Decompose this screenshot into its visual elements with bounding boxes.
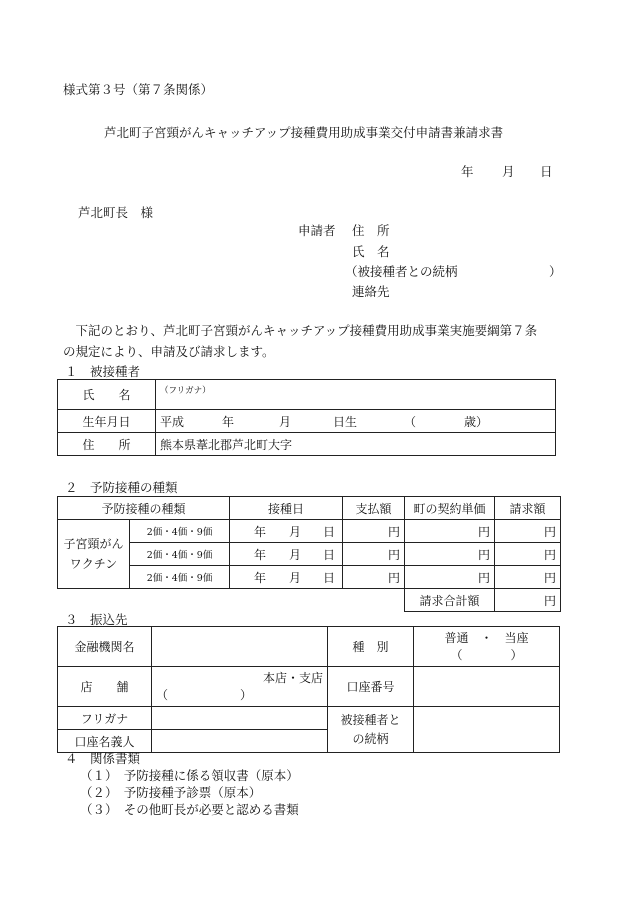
unit-row1[interactable]: 円 [405,520,495,543]
section3-heading: ３ 振込先 [65,612,128,627]
vaccine-valency-row1[interactable]: 2価・4価・9価 [130,520,230,543]
bank-name-label: 金融機関名 [58,627,152,667]
applicant-address-label: 住 所 [352,223,390,238]
date-year-row3: 年 [254,571,267,585]
holder-relation-label-1: 被接種者と [340,712,401,727]
account-holder-cell[interactable] [152,730,328,753]
document-title: 芦北町子宮頸がんキャッチアップ接種費用助成事業交付申請書兼請求書 [104,125,504,140]
vaccine-name-text: 子宮頸がん ワクチン [63,537,124,571]
vaccine-valency-row2[interactable]: 2価・4価・9価 [130,543,230,566]
recipient-name-label: 氏 名 [58,380,156,410]
date-day: 日 [540,164,553,179]
recipient-address-label: 住 所 [58,433,156,456]
applicant-contact-label: 連絡先 [352,284,390,299]
holder-furigana-label: フリガナ [58,707,152,730]
applicant-name-label: 氏 名 [352,244,390,259]
dob-era: 平成 [160,414,185,429]
holder-relation-label [328,707,414,753]
recipient-table [57,379,556,456]
vaccination-table [57,496,561,612]
date-day-row1: 日 [323,525,336,539]
claim-row3[interactable]: 円 [495,566,561,589]
dob-cell[interactable] [156,410,556,433]
form-number: 様式第３号（第７条関係） [63,82,214,97]
account-type-paren: （ ） [450,647,523,662]
date-month-row1: 月 [289,525,302,539]
account-type-cell[interactable] [414,627,560,667]
dob-label: 生年月日 [58,410,156,433]
branch-value: 本店・支店 [262,670,323,685]
branch-cell[interactable] [152,667,328,707]
intro-line-1: 下記のとおり、芦北町子宮頸がんキャッチアップ接種費用助成事業実施要綱第７条 [63,323,538,338]
header-vaccine-type: 予防接種の種類 [58,497,230,520]
dob-month: 月 [279,415,292,429]
date-year-row1: 年 [254,525,267,539]
addressee: 芦北町長 様 [78,205,154,220]
recipient-address-value[interactable]: 熊本県葦北郡芦北町大字 [156,433,556,456]
paid-row1[interactable]: 円 [343,520,405,543]
vaccine-valency-row3[interactable]: 2価・4価・9価 [130,566,230,589]
applicant-label: 申請者 [298,223,336,238]
intro-line-2: の規定により、申請及び請求します。 [63,344,275,359]
branch-label: 店 舗 [58,667,152,707]
applicant-relation-label: （被接種者との続柄 [345,264,458,279]
age-open: （ [404,415,417,429]
claim-row1[interactable]: 円 [495,520,561,543]
branch-paren: （ ） [156,687,253,702]
document-item-3: （３） その他町長が必要と認める書類 [80,802,299,817]
total-label: 請求合計額 [405,589,495,612]
dob-year: 年 [222,415,235,429]
total-spacer [58,589,405,612]
applicant-relation-close: ） [549,264,562,279]
date-day-row2: 日 [323,548,336,562]
unit-row3[interactable]: 円 [405,566,495,589]
document-item-1: （１） 予防接種に係る領収書（原本） [80,768,299,783]
account-holder-label: 口座名義人 [58,730,152,753]
account-type-options: 普通 ・ 当座 [444,630,529,645]
date-cell-row2[interactable] [230,543,343,566]
header-claim: 請求額 [495,497,561,520]
section1-heading: １ 被接種者 [65,364,141,379]
unit-row2[interactable]: 円 [405,543,495,566]
holder-relation-cell[interactable] [414,707,560,753]
claim-row2[interactable]: 円 [495,543,561,566]
holder-relation-label-2: の続柄 [352,731,389,746]
paid-row3[interactable]: 円 [343,566,405,589]
age-close: 歳） [464,415,489,429]
header-paid: 支払額 [343,497,405,520]
header-date: 接種日 [230,497,343,520]
date-cell-row3[interactable] [230,566,343,589]
bank-name-cell[interactable] [152,627,328,667]
total-amount[interactable]: 円 [495,589,561,612]
holder-furigana-cell[interactable] [152,707,328,730]
dob-day: 日生 [333,415,358,429]
document-item-2: （２） 予防接種予診票（原本） [80,785,262,800]
paid-row2[interactable]: 円 [343,543,405,566]
section4-heading: ４ 関係書類 [65,751,141,766]
vaccine-name [58,520,130,589]
furigana-label: （フリガナ） [160,386,211,396]
section2-heading: ２ 予防接種の種類 [65,480,178,495]
recipient-name-cell[interactable] [156,380,556,410]
date-month-row3: 月 [289,571,302,585]
date-year: 年 [461,164,474,179]
date-month-row2: 月 [289,548,302,562]
bank-table [57,626,560,753]
account-type-label: 種 別 [328,627,414,667]
account-number-label: 口座番号 [328,667,414,707]
date-month: 月 [502,164,515,179]
header-unit-price: 町の契約単価 [405,497,495,520]
date-day-row3: 日 [323,571,336,585]
date-year-row2: 年 [254,548,267,562]
account-number-cell[interactable] [414,667,560,707]
date-cell-row1[interactable] [230,520,343,543]
